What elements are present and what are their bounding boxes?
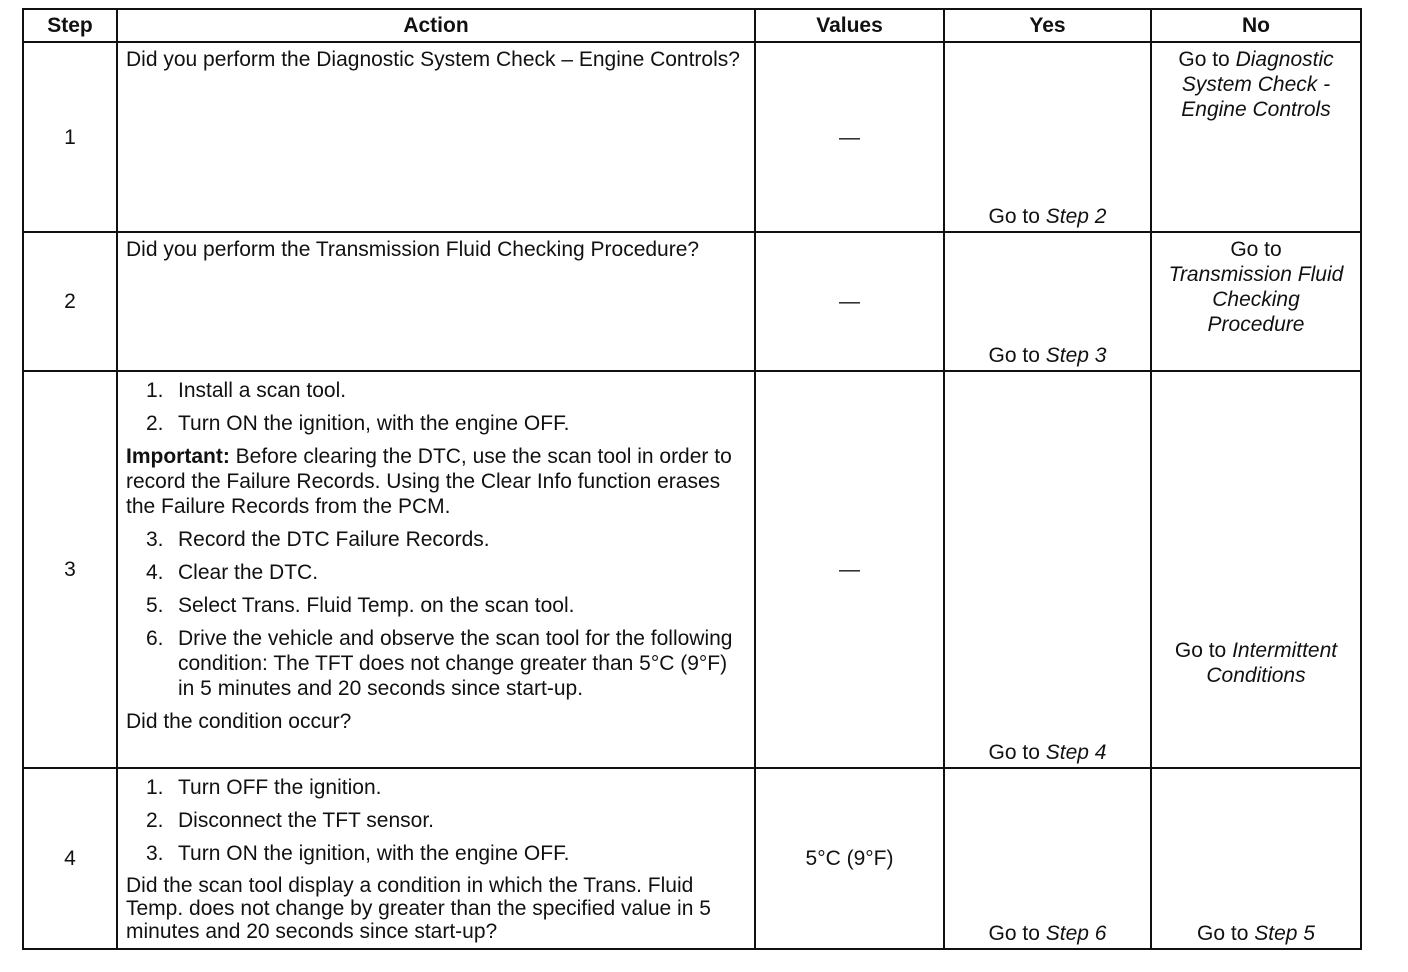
action-cell: [117, 371, 755, 768]
header-step: Step: [23, 9, 117, 42]
action-cell: [117, 232, 755, 371]
no-prefix: Go to: [1197, 922, 1249, 945]
yes-prefix: Go to: [988, 922, 1040, 945]
header-values: Values: [755, 9, 944, 42]
no-target-link[interactable]: Transmission Fluid Checking Procedure: [1168, 263, 1344, 336]
no-prefix: Go to: [1178, 48, 1230, 71]
table-row: [23, 42, 1361, 232]
yes-cell: [944, 371, 1151, 768]
table-row: [23, 768, 1361, 949]
table-row: [23, 232, 1361, 371]
no-cell: [1151, 768, 1361, 949]
yes-step-link[interactable]: Step 4: [1045, 741, 1107, 764]
table-row: [23, 371, 1361, 768]
important-note: [126, 444, 748, 519]
header-action: Action: [117, 9, 755, 42]
list-item: 4. Clear the DTC.: [146, 561, 319, 584]
list-item: 1. Install a scan tool.: [146, 379, 347, 402]
list-item: 1. Turn OFF the ignition.: [146, 776, 382, 799]
no-cell: [1151, 42, 1361, 232]
yes-prefix: Go to: [988, 741, 1040, 764]
step-number: 2: [23, 232, 117, 371]
values-cell: —: [755, 42, 944, 232]
header-yes: Yes: [944, 9, 1151, 42]
no-target-link[interactable]: Step 5: [1254, 922, 1315, 945]
yes-cell: [944, 42, 1151, 232]
action-cell: [117, 768, 755, 949]
yes-step-link[interactable]: Step 2: [1045, 205, 1107, 228]
no-cell: [1151, 371, 1361, 768]
no-target-link[interactable]: Intermittent Conditions: [1206, 639, 1338, 687]
list-item: 2. Disconnect the TFT sensor.: [146, 809, 435, 832]
yes-step-link[interactable]: Step 6: [1045, 922, 1107, 945]
no-target-link[interactable]: Diagnostic System Check - Engine Controls: [1181, 48, 1334, 121]
action-question: Did the scan tool display a condition in which the Trans. Fluid Temp. does not change by greater than the specified value in 5 minutes and 20 seconds since start-up?: [126, 874, 711, 943]
header-no: No: [1151, 9, 1361, 42]
list-item: 6. Drive the vehicle and observe the scan tool for the following condition: The TFT does not change greater than 5°C (9°F) in 5 minutes and 20 seconds since start-up.: [146, 627, 733, 700]
list-item: 3. Record the DTC Failure Records.: [146, 528, 490, 551]
action-question: Did you perform the Transmission Fluid Checking Procedure?: [126, 238, 700, 261]
list-item: 2. Turn ON the ignition, with the engine OFF.: [146, 412, 570, 435]
yes-cell: [944, 768, 1151, 949]
no-cell: [1151, 232, 1361, 371]
no-prefix: Go to: [1230, 238, 1282, 261]
action-cell: [117, 42, 755, 232]
substep-list: [126, 527, 748, 701]
diagnostic-table-sheet: [22, 8, 1362, 950]
substep-list: [126, 775, 748, 866]
no-prefix: Go to: [1174, 639, 1227, 662]
important-label: Important:: [126, 445, 230, 468]
header-row: [23, 9, 1361, 42]
list-item: 5. Select Trans. Fluid Temp. on the scan tool.: [146, 594, 575, 617]
substep-list: [126, 378, 748, 436]
yes-step-link[interactable]: Step 3: [1045, 344, 1107, 367]
list-item: 3. Turn ON the ignition, with the engine OFF.: [146, 842, 570, 865]
action-question: Did the condition occur?: [126, 710, 352, 733]
values-cell: 5°C (9°F): [755, 768, 944, 949]
yes-prefix: Go to: [988, 205, 1040, 228]
values-cell: —: [755, 371, 944, 768]
yes-prefix: Go to: [988, 344, 1040, 367]
values-cell: —: [755, 232, 944, 371]
step-number: 4: [23, 768, 117, 949]
action-question: Did you perform the Diagnostic System Check – Engine Controls?: [126, 48, 740, 71]
step-number: 3: [23, 371, 117, 768]
diagnostic-table: [22, 8, 1362, 950]
step-number: 1: [23, 42, 117, 232]
yes-cell: [944, 232, 1151, 371]
important-text: Before clearing the DTC, use the scan tool in order to record the Failure Records. Using the Clear Info function erases the Failure Records from the PCM.: [126, 445, 732, 518]
